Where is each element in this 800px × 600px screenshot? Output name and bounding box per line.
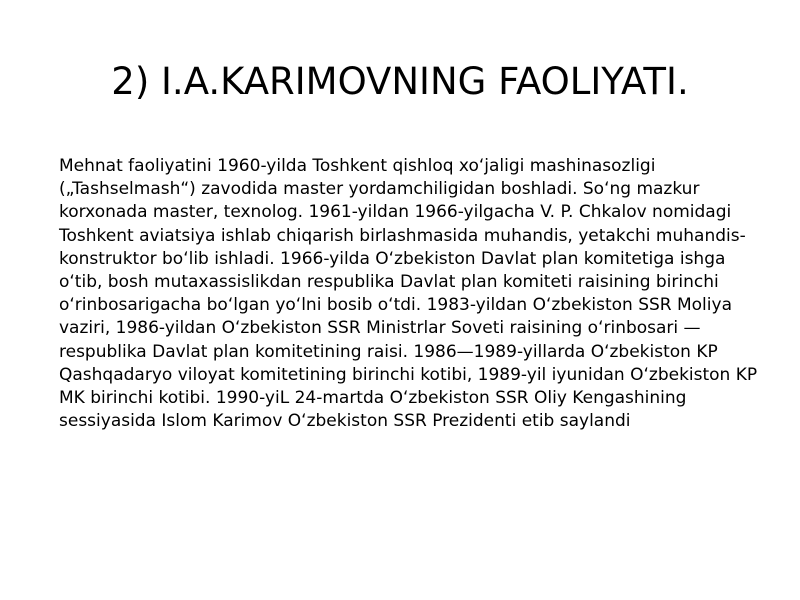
slide-title: 2) I.A.KARIMOVNING FAOLIYATI. bbox=[111, 60, 689, 103]
slide-body-text: Mehnat faoliyatini 1960-yilda Toshkent qishloq xoʻjaligi mashinasozligi („Tashselmash“) zavodida master yordamchiligidan boshladi. Soʻng mazkur korxonada master, texnolog. 1961-yildan 1966-yilgacha V. P. Chkalov nomidagi Toshkent aviatsiya ishlab chiqarish birlashmasida muhandis, yetakchi muhandis-konstruktor boʻlib ishladi. 1966-yilda Oʻzbekiston Davlat plan komitetiga ishga oʻtib, bosh mutaxassislikdan respublika Davlat plan komiteti raisining birinchi oʻrinbosarigacha boʻlgan yoʻlni bosib oʻtdi. 1983-yildan Oʻzbekiston SSR Moliya vaziri, 1986-yildan Oʻzbekiston SSR Ministrlar Soveti raisining oʻrinbosari — respublika Davlat plan komitetining raisi. 1986—1989-yillarda Oʻzbekiston KP Qashqadaryo viloyat komitetining birinchi kotibi, 1989-yil iyunidan Oʻzbekiston KP MK birinchi kotibi. 1990-yiL 24-martda Oʻzbekiston SSR Oliy Kengashining sessiyasida Islom Karimov Oʻzbekiston SSR Prezidenti etib saylandi bbox=[59, 156, 758, 432]
